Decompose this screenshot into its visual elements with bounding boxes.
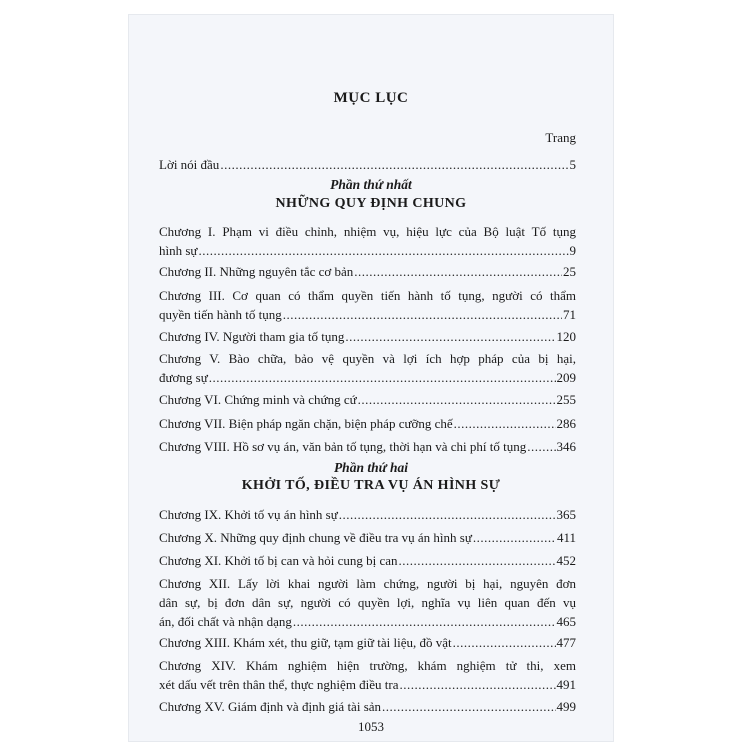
toc-entry-chapter-13[interactable] bbox=[159, 633, 576, 652]
toc-entry-chapter-3[interactable] bbox=[159, 286, 576, 324]
toc-entry-page: 120 bbox=[556, 329, 576, 344]
toc-entry-chapter-10[interactable] bbox=[159, 528, 576, 547]
part-title: KHỞI TỐ, ĐIỀU TRA VỤ ÁN HÌNH SỰ bbox=[241, 478, 501, 493]
toc-entry-text: Chương XIV. Khám nghiệm hiện trường, khám nghiệm tử thi, xem bbox=[159, 658, 576, 673]
toc-entry-chapter-11[interactable] bbox=[159, 551, 576, 570]
leader-dots bbox=[382, 697, 555, 716]
toc-entry-page: 71 bbox=[563, 307, 576, 322]
toc-entry-chapter-4[interactable] bbox=[159, 327, 576, 346]
toc-entry-text: án, đối chất và nhận dạng bbox=[159, 614, 292, 629]
leader-dots bbox=[399, 551, 556, 570]
leader-dots bbox=[453, 633, 556, 652]
toc-entry-chapter-6[interactable] bbox=[159, 390, 576, 409]
leader-dots bbox=[293, 612, 556, 631]
toc-entry-chapter-9[interactable] bbox=[159, 505, 576, 524]
toc-entry-chapter-7[interactable] bbox=[159, 414, 576, 433]
toc-entry-chapter-12[interactable] bbox=[159, 574, 576, 631]
toc-entry-text: Chương IX. Khởi tố vụ án hình sự bbox=[159, 507, 338, 522]
toc-entry-page: 25 bbox=[563, 264, 576, 279]
leader-dots bbox=[283, 305, 562, 324]
part-subtitle: Phần thứ hai bbox=[333, 460, 409, 475]
toc-entry-preface[interactable] bbox=[159, 155, 576, 174]
page-column-label: Trang bbox=[545, 130, 576, 145]
leader-dots bbox=[345, 327, 555, 346]
leader-dots bbox=[209, 368, 556, 387]
toc-entry-text: Chương XIII. Khám xét, thu giữ, tạm giữ tài liệu, đồ vật bbox=[159, 635, 452, 650]
toc-entry-text: dân sự, bị đơn dân sự, người có quyền lợi, nghĩa vụ liên quan đến vụ bbox=[159, 595, 576, 610]
toc-entry-chapter-2[interactable] bbox=[159, 262, 576, 281]
toc-entry-text: Chương XI. Khởi tố bị can và hỏi cung bị can bbox=[159, 553, 398, 568]
toc-entry-chapter-5[interactable] bbox=[159, 349, 576, 387]
leader-dots bbox=[198, 241, 568, 260]
leader-dots bbox=[400, 675, 556, 694]
toc-entry-page: 499 bbox=[556, 699, 576, 714]
leader-dots bbox=[358, 390, 556, 409]
toc-entry-text: đương sự bbox=[159, 370, 208, 385]
toc-entry-page: 5 bbox=[569, 157, 576, 172]
toc-entry-text: Chương V. Bào chữa, bảo vệ quyền và lợi ích hợp pháp của bị hại, bbox=[159, 351, 576, 366]
leader-dots bbox=[527, 437, 555, 456]
toc-entry-text: Chương X. Những quy định chung về điều tra vụ án hình sự bbox=[159, 530, 472, 545]
toc-entry-chapter-15[interactable] bbox=[159, 697, 576, 716]
leader-dots bbox=[220, 155, 568, 174]
toc-entry-text: xét dấu vết trên thân thể, thực nghiệm điều tra bbox=[159, 677, 399, 692]
toc-entry-page: 411 bbox=[556, 530, 576, 545]
toc-entry-page: 465 bbox=[556, 614, 576, 629]
book-page bbox=[128, 14, 614, 742]
toc-entry-page: 9 bbox=[569, 243, 576, 258]
page-number: 1053 bbox=[358, 719, 384, 734]
toc-entry-text: Chương IV. Người tham gia tố tụng bbox=[159, 329, 345, 344]
leader-dots bbox=[473, 528, 556, 547]
toc-entry-text: Chương I. Phạm vi điều chỉnh, nhiệm vụ, hiệu lực của Bộ luật Tố tụng bbox=[159, 224, 576, 239]
toc-entry-chapter-1[interactable] bbox=[159, 222, 576, 260]
toc-entry-text: hình sự bbox=[159, 243, 198, 258]
toc-entry-text: Chương VII. Biện pháp ngăn chặn, biện pháp cưỡng chế bbox=[159, 416, 453, 431]
toc-entry-page: 346 bbox=[556, 439, 576, 454]
toc-entry-page: 477 bbox=[556, 635, 576, 650]
toc-entry-page: 286 bbox=[556, 416, 576, 431]
toc-entry-text: quyền tiến hành tố tụng bbox=[159, 307, 282, 322]
leader-dots bbox=[454, 414, 556, 433]
toc-entry-chapter-14[interactable] bbox=[159, 656, 576, 694]
toc-entry-text: Chương XV. Giám định và định giá tài sản bbox=[159, 699, 382, 714]
part-subtitle: Phần thứ nhất bbox=[330, 177, 412, 192]
toc-entry-page: 452 bbox=[556, 553, 576, 568]
toc-entry-page: 491 bbox=[556, 677, 576, 692]
leader-dots bbox=[339, 505, 556, 524]
toc-entry-text: Lời nói đầu bbox=[159, 157, 220, 172]
toc-entry-chapter-8[interactable] bbox=[159, 437, 576, 456]
toc-entry-text: Chương VIII. Hồ sơ vụ án, văn bản tố tụng, thời hạn và chi phí tố tụng bbox=[159, 439, 527, 454]
leader-dots bbox=[354, 262, 562, 281]
toc-entry-text: Chương II. Những nguyên tắc cơ bản bbox=[159, 264, 354, 279]
toc-entry-text: Chương XII. Lấy lời khai người làm chứng, người bị hại, nguyên đơn bbox=[159, 576, 576, 591]
toc-entry-page: 255 bbox=[556, 392, 576, 407]
toc-entry-page: 365 bbox=[556, 507, 576, 522]
toc-entry-text: Chương III. Cơ quan có thẩm quyền tiến hành tố tụng, người có thẩm bbox=[159, 288, 576, 303]
toc-entry-text: Chương VI. Chứng minh và chứng cứ bbox=[159, 392, 357, 407]
toc-entry-page: 209 bbox=[556, 370, 576, 385]
page-title: MỤC LỤC bbox=[333, 90, 409, 106]
part-title: NHỮNG QUY ĐỊNH CHUNG bbox=[275, 196, 467, 211]
